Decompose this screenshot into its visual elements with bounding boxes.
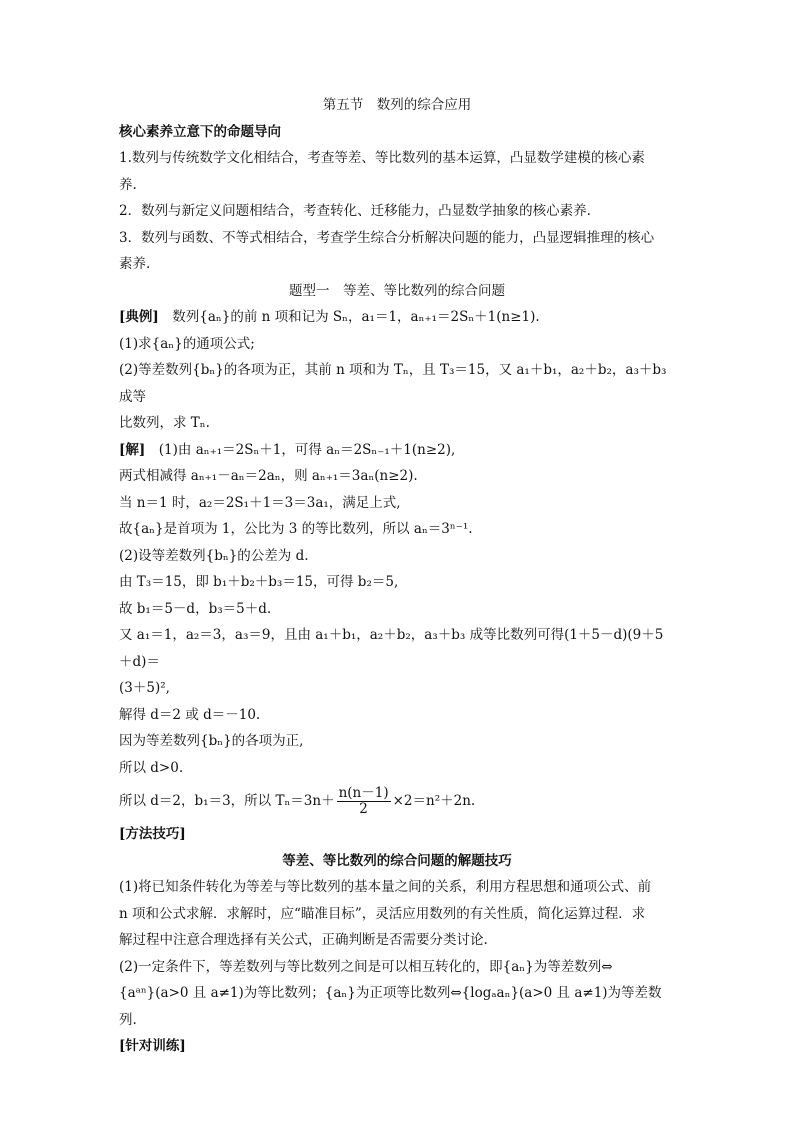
- example-question-2-cont: 比数列，求 Tₙ.: [119, 415, 210, 431]
- method-line: n 项和公式求解．求解时，应“瞄准目标”，灵活应用数列的有关性质，简化运算过程．求: [119, 905, 646, 922]
- solution-line: [119, 437, 675, 464]
- example-stem-text: 数列{aₙ}的前 n 项和记为 Sₙ，a₁＝1，aₙ₊₁＝2Sₙ＋1(n≥1).: [158, 309, 540, 325]
- method-heading: 等差、等比数列的综合问题的解题技巧: [282, 852, 512, 869]
- solution-line: 所以 d>0.: [119, 759, 184, 776]
- solution-line: 两式相减得 aₙ₊₁－aₙ＝2aₙ，则 aₙ₊₁＝3aₙ(n≥2).: [119, 468, 418, 484]
- solution-line: (2)设等差数列{bₙ}的公差为 d.: [119, 547, 309, 564]
- fraction-denominator: 2: [359, 801, 368, 817]
- section-title: 题型一 等差、等比数列的综合问题: [289, 282, 505, 299]
- solution-final-line: [119, 781, 675, 821]
- method-label: [方法技巧]: [119, 826, 186, 842]
- guide-item: 2．数列与新定义问题相结合，考查转化、迁移能力，凸显数学抽象的核心素养.: [119, 203, 591, 219]
- document-page: [119, 92, 675, 1060]
- solution-line-text: (1)由 aₙ₊₁＝2Sₙ＋1，可得 aₙ＝2Sₙ₋₁＋1(n≥2),: [145, 441, 456, 458]
- training-label: [针对训练]: [119, 1038, 186, 1054]
- fraction-numerator: n(n－1): [338, 785, 389, 801]
- method-line: (1)将已知条件转化为等差与等比数列的基本量之间的关系，利用方程思想和通项公式、前: [119, 879, 652, 895]
- method-line: {aᵃⁿ}(a>0 且 a≠1)为等比数列；{aₙ}为正项等比数列⇔{logₐaₙ}(a>0 且 a≠1)为等差数列.: [119, 985, 662, 1028]
- solution-label: [解]: [119, 441, 146, 458]
- guide-item: 1.数列与传统数学文化相结合，考查等差、等比数列的基本运算，凸显数学建模的核心素: [119, 150, 645, 166]
- example-label: [典例]: [119, 309, 159, 325]
- final-suffix: ×2＝n²＋2n.: [392, 793, 476, 809]
- method-line: (2)一定条件下，等差数列与等比数列之间是可以相互转化的，即{aₙ}为等差数列⇔: [119, 958, 613, 975]
- solution-line: 故{aₙ}是首项为 1，公比为 3 的等比数列，所以 aₙ＝3ⁿ⁻¹.: [119, 521, 473, 537]
- guide-item: 3．数列与函数、不等式相结合，考查学生综合分析解决问题的能力，凸显逻辑推理的核心: [119, 229, 655, 246]
- guide-item: 养.: [119, 176, 137, 193]
- solution-line: 又 a₁＝1，a₂＝3，a₃＝9，且由 a₁＋b₁，a₂＋b₂，a₃＋b₃ 成等比数列可得(1＋5－d)(9＋5＋d)＝: [119, 627, 664, 670]
- example-question-2: (2)等差数列{bₙ}的各项为正，其前 n 项和为 Tₙ，且 T₃＝15，又 a₁＋b₁，a₂＋b₂，a₃＋b₃ 成等: [119, 362, 667, 405]
- method-line: 解过程中注意合理选择有关公式，正确判断是否需要分类讨论.: [119, 932, 488, 948]
- solution-line: (3＋5)²,: [119, 680, 170, 696]
- guide-item: 素养.: [119, 256, 151, 272]
- final-prefix: 所以 d＝2，b₁＝3，所以 Tₙ＝3n＋: [119, 793, 335, 809]
- guide-heading: 核心素养立意下的命题导向: [119, 123, 281, 140]
- fraction: [337, 786, 391, 817]
- solution-line: 因为等差数列{bₙ}的各项为正,: [119, 733, 304, 749]
- solution-line: 由 T₃＝15，即 b₁＋b₂＋b₃＝15，可得 b₂＝5,: [119, 574, 399, 590]
- solution-line: 解得 d＝2 或 d＝－10.: [119, 706, 261, 723]
- solution-line: 故 b₁＝5－d，b₃＝5＋d.: [119, 600, 272, 617]
- page-title: 第五节 数列的综合应用: [322, 97, 472, 113]
- example-question-1: (1)求{aₙ}的通项公式;: [119, 335, 255, 352]
- solution-line: 当 n＝1 时，a₂＝2S₁＋1＝3＝3a₁，满足上式,: [119, 494, 401, 511]
- example-stem: [119, 304, 675, 331]
